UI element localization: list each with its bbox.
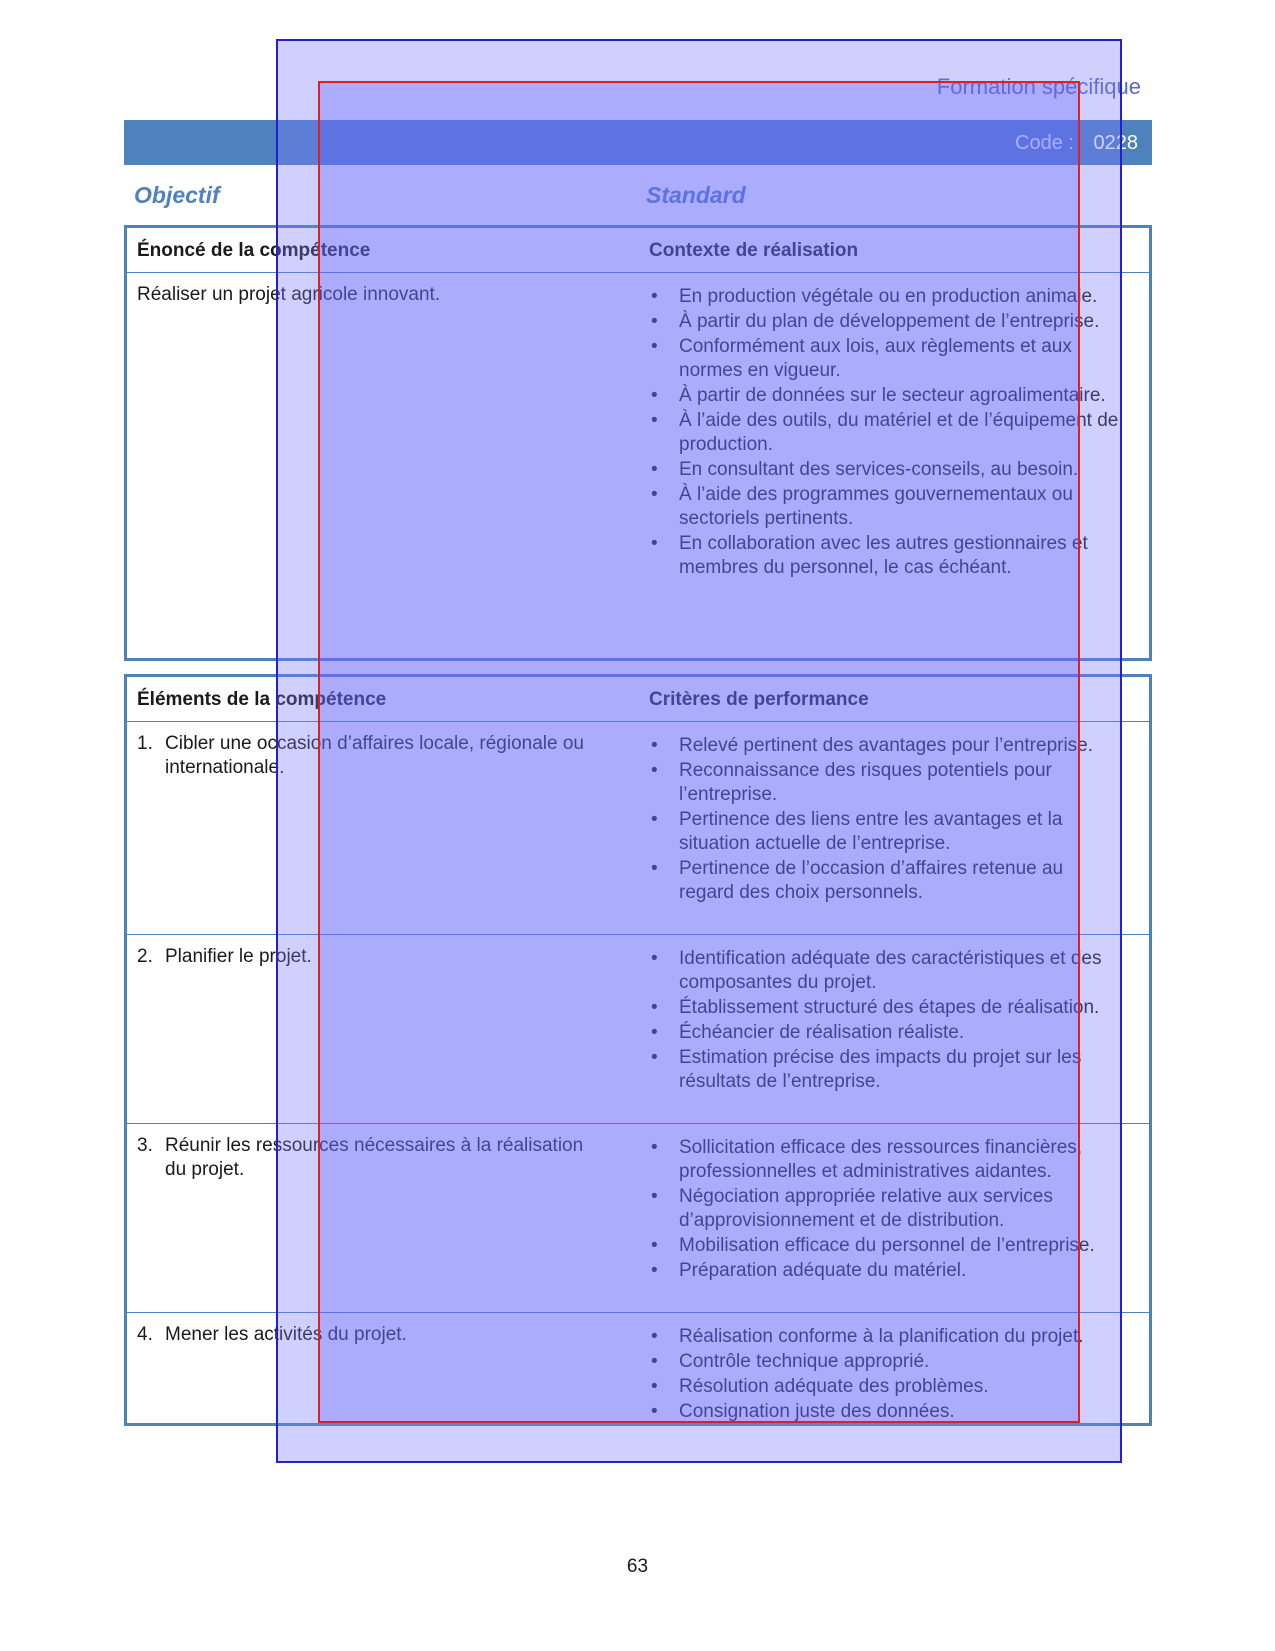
- criteria-item: • Résolution adéquate des problèmes.: [649, 1375, 1119, 1399]
- criteria-list: [649, 1136, 1119, 1284]
- criteria-item: • Estimation précise des impacts du projet sur les résultats de l’entreprise.: [649, 1046, 1119, 1094]
- context-item: • Conformément aux lois, aux règlements et aux normes en vigueur.: [649, 335, 1119, 383]
- context-list: [649, 285, 1119, 581]
- element-label: Planifier le projet.: [165, 946, 312, 967]
- elements-box-header: [127, 677, 1149, 722]
- competence-box: [124, 225, 1152, 661]
- criteria-item: • Négociation appropriée relative aux services d’approvisionnement et de distribution.: [649, 1185, 1119, 1233]
- element-text: [137, 732, 607, 780]
- criteria-list: [649, 734, 1119, 906]
- criteria-list: [649, 1325, 1119, 1425]
- code-label: Code :: [1015, 132, 1074, 154]
- criteria-item: • Relevé pertinent des avantages pour l’entreprise.: [649, 734, 1119, 758]
- criteria-heading: Critères de performance: [649, 689, 869, 710]
- element-row: [127, 1313, 1149, 1428]
- element-number: 1.: [137, 733, 153, 754]
- criteria-item: • Pertinence des liens entre les avantages et la situation actuelle de l’entreprise.: [649, 808, 1119, 856]
- context-item: • À l’aide des outils, du matériel et de l’équipement de production.: [649, 409, 1119, 457]
- element-row: [127, 1124, 1149, 1313]
- elements-heading: Éléments de la compétence: [137, 689, 387, 710]
- criteria-item: • Échéancier de réalisation réaliste.: [649, 1021, 1119, 1045]
- element-label: Mener les activités du projet.: [165, 1324, 407, 1345]
- context-item: • À l’aide des programmes gouvernementaux ou sectoriels pertinents.: [649, 483, 1119, 531]
- code-bar: [124, 120, 1152, 165]
- competence-box-header: [127, 228, 1149, 273]
- criteria-item: • Reconnaissance des risques potentiels pour l’entreprise.: [649, 759, 1119, 807]
- objectif-heading: Objectif: [134, 182, 220, 208]
- competence-statement: Réaliser un projet agricole innovant.: [137, 284, 441, 305]
- criteria-item: • Réalisation conforme à la planification du projet.: [649, 1325, 1119, 1349]
- page-number: 63: [626, 1556, 649, 1577]
- element-text: [137, 945, 607, 969]
- element-label: Cibler une occasion d’affaires locale, régionale ou internationale.: [165, 733, 584, 778]
- criteria-item: • Contrôle technique approprié.: [649, 1350, 1119, 1374]
- element-row: [127, 935, 1149, 1124]
- criteria-item: • Consignation juste des données.: [649, 1400, 1119, 1424]
- element-number: 2.: [137, 946, 153, 967]
- code-value: 0228: [1093, 132, 1138, 154]
- context-item: • À partir du plan de développement de l’entreprise.: [649, 310, 1119, 334]
- criteria-item: • Établissement structuré des étapes de réalisation.: [649, 996, 1119, 1020]
- context-item: • En production végétale ou en production animale.: [649, 285, 1119, 309]
- element-text: [137, 1134, 607, 1182]
- criteria-item: • Pertinence de l’occasion d’affaires retenue au regard des choix personnels.: [649, 857, 1119, 905]
- competence-row: [127, 273, 1149, 659]
- page-header-title: Formation spécifique: [936, 74, 1141, 99]
- context-item: • À partir de données sur le secteur agroalimentaire.: [649, 384, 1119, 408]
- element-row: [127, 722, 1149, 935]
- code-text: [1015, 132, 1138, 155]
- statement-heading: Énoncé de la compétence: [137, 240, 371, 261]
- criteria-item: • Sollicitation efficace des ressources financières, professionnelles et administratives aidantes.: [649, 1136, 1119, 1184]
- standard-heading: Standard: [646, 182, 746, 208]
- elements-box: [124, 674, 1152, 1426]
- element-number: 4.: [137, 1324, 153, 1345]
- element-label: Réunir les ressources nécessaires à la réalisation du projet.: [165, 1135, 584, 1180]
- element-text: [137, 1323, 607, 1347]
- criteria-item: • Identification adéquate des caractéristiques et des composantes du projet.: [649, 947, 1119, 995]
- criteria-item: • Mobilisation efficace du personnel de l’entreprise.: [649, 1234, 1119, 1258]
- context-heading: Contexte de réalisation: [649, 240, 859, 261]
- context-item: • En collaboration avec les autres gestionnaires et membres du personnel, le cas échéant.: [649, 532, 1119, 580]
- criteria-list: [649, 947, 1119, 1095]
- element-number: 3.: [137, 1135, 153, 1156]
- context-item: • En consultant des services-conseils, au besoin.: [649, 458, 1119, 482]
- criteria-item: • Préparation adéquate du matériel.: [649, 1259, 1119, 1283]
